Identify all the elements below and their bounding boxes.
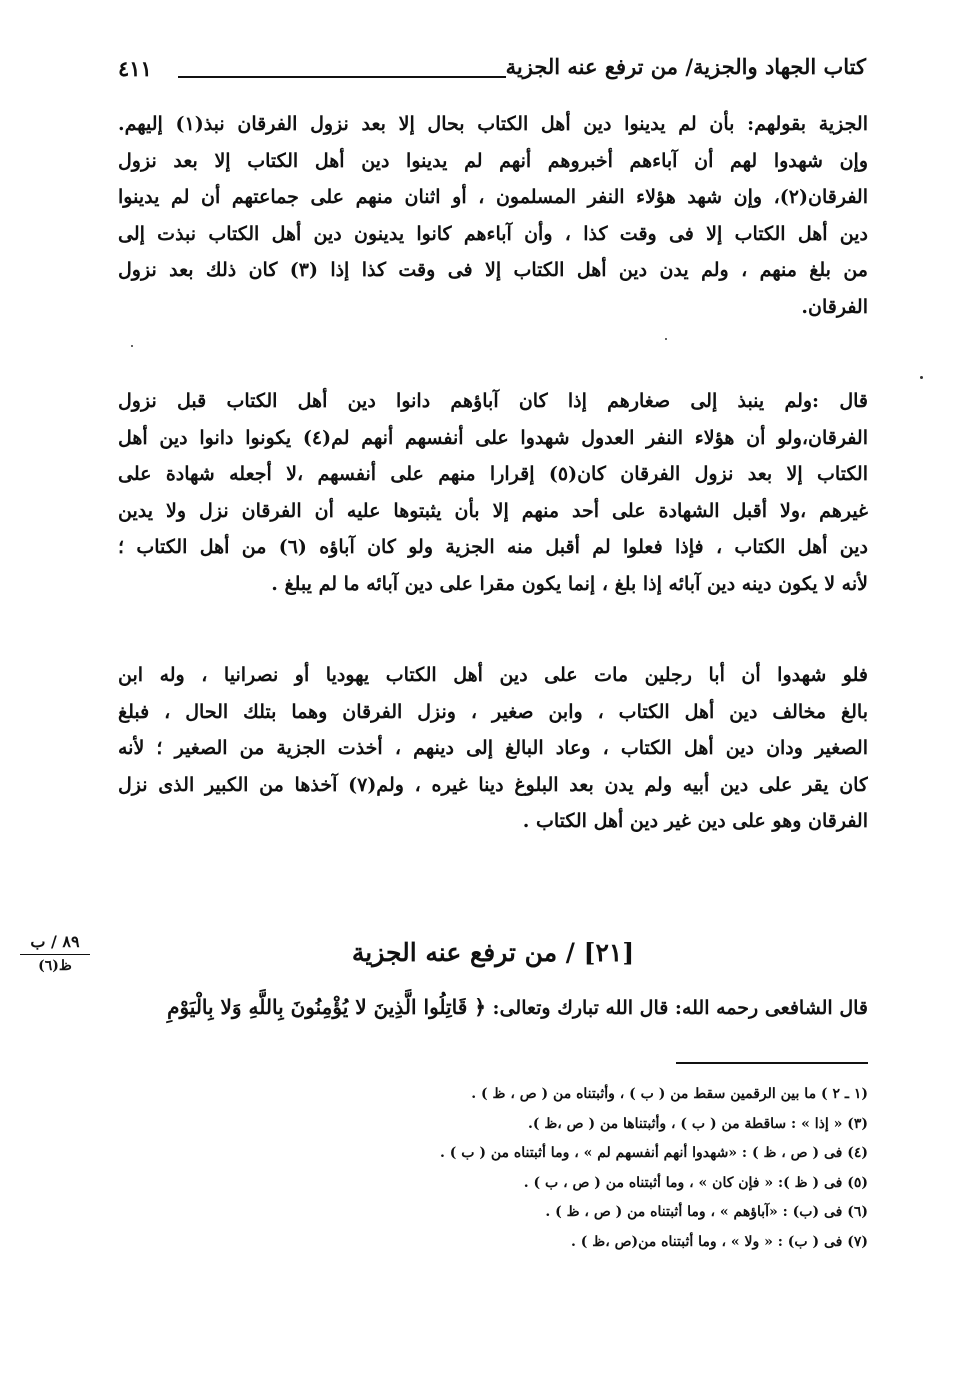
paragraph-2: [118, 383, 868, 602]
text-line: وإن شهدوا لهم أن آباءهم أخبروهم أنهم لم يدينوا دين أهل الكتاب إلا بعد نزول: [118, 149, 868, 172]
scan-speck: [920, 376, 923, 379]
opening-text: قال الشافعى رحمه الله: قال الله تبارك وتعالى:: [485, 997, 868, 1019]
footnote: (٦) فى (ب) : «آباؤهم » ، وما أثبتناه من ( ص ، ظ ) .: [545, 1204, 868, 1220]
text-line: الصغير ودان دين أهل الكتاب ، وعاد البالغ إلى دينهم ، أخذت الجزية من الصغير ؛ لأنه: [118, 737, 868, 759]
paragraph-1: [118, 106, 868, 325]
text-line: الفرقان وهو على دين غير دين أهل الكتاب .: [522, 810, 868, 832]
text-line: بالغ مخالف دين أهل الكتاب ، وابن صغير ، ونزل الفرقان وهما بتلك الحال ، فبلغ: [118, 700, 868, 723]
running-header: [118, 54, 866, 94]
text-line: دين أهل الكتاب إلا فى وقت كذا ، وأن آباءهم كانوا يدينون دين أهل الكتاب نبذت إلى: [118, 222, 868, 245]
text-line: كان يقر على دين أبيه ولم يدن بعد البلوغ دينا غيره ، ولم(٧) آخذها من الكبير الذى نزل: [118, 773, 868, 796]
footnotes: [300, 1080, 868, 1257]
footnote-rule: [676, 1062, 868, 1064]
footnote: (٣) « إذا » : ساقطة من ( ب ) ، وأثبتناها من ( ص ،ظ ).: [527, 1115, 868, 1132]
quran-verse: ﴿ قَاتِلُوا الَّذِينَ لا يُؤْمِنُونَ بِاللَّهِ وَلا بِالْيَوْمِ: [167, 995, 486, 1019]
paragraph-3: [118, 657, 868, 840]
scan-speck: [665, 338, 667, 340]
text-line: فلو شهدوا أن أبا رجلين مات على دين أهل الكتاب يهوديا أو نصرانيا ، وله ابن: [118, 664, 868, 686]
text-line: لأنه لا يكون دينه دين آبائه إذا بلغ ، إنما يكون مقرا على دين آبائه ما لم يبلغ .: [271, 572, 868, 595]
text-line: قال :ولم ينبذ إلى صغارهم إذا كان آباؤهم دانوا دين أهل الكتاب قبل نزول: [118, 390, 868, 412]
text-line: الفرقان(٢)، وإن شهد هؤلاء النفر المسلمون ، أو اثنان منهم على جماعتهم أن لم يدينوا: [118, 186, 868, 208]
section-heading: [٢١] / من ترفع عنه الجزية: [351, 938, 635, 967]
text-line: الفرقان.: [801, 295, 868, 318]
footnote: (٥) فى ( ظ ): « فإن كان » ، وما أثبتناه من ( ص ، ب ) .: [523, 1174, 868, 1191]
text-line: غيرهم ،ولا أقبل الشهادة على أحد منهم إلا بأن يثبتوها عليه أن الفرقان نزل ولا يدين: [118, 499, 868, 522]
footnote: (٤) فى ( ص ، ظ ) : «شهدوا أنهم أنفسهم لم » ، وما أثبتناه من ( ب ) .: [440, 1145, 868, 1161]
text-line: دين أهل الكتاب ، فإذا فعلوا لم أقبل منه الجزية ولو كان آباؤه (٦) من أهل الكتاب ؛: [118, 536, 868, 558]
footnote: (٧) فى ( ب) : « ولا » ، وما أثبتناه من(ص ،ظ ) .: [571, 1233, 868, 1250]
header-rule: [178, 76, 506, 78]
text-line: من بلغ منهم ، ولم يدن دين أهل الكتاب إلا فى وقت كذا إذا (٣) كان ذلك بعد نزول: [118, 259, 868, 281]
footnote: (١ ـ ٢ ) ما بين الرقمين سقط من ( ب ) ، وأثبتناه من ( ص ، ظ ) .: [471, 1086, 868, 1102]
running-title: كتاب الجهاد والجزية/ من ترفع عنه الجزية: [505, 54, 866, 79]
page-number: ٤١١: [118, 56, 152, 81]
scan-speck: [131, 345, 133, 347]
margin-manuscript-ref: [20, 932, 90, 974]
text-line: الفرقان،ولو أن هؤلاء النفر العدول شهدوا على أنفسهم أنهم لم(٤) يكونوا دانوا دين أهل: [118, 426, 868, 449]
text-line: الكتاب إلا بعد نزول الفرقان كان(٥) إقرارا منهم على أنفسهم ،لا أجعله شهادة على: [118, 463, 868, 485]
text-line: الجزية بقولهم: بأن لم يدينوا دين أهل الكتاب بحال إلا بعد نزول الفرقان نبذ(١) إليهم.: [118, 113, 868, 135]
margin-ref-manuscript: ظ(٦): [38, 958, 72, 974]
margin-ref-folio: ٨٩ / ب: [20, 932, 90, 955]
section-opening-line: [118, 995, 868, 1019]
